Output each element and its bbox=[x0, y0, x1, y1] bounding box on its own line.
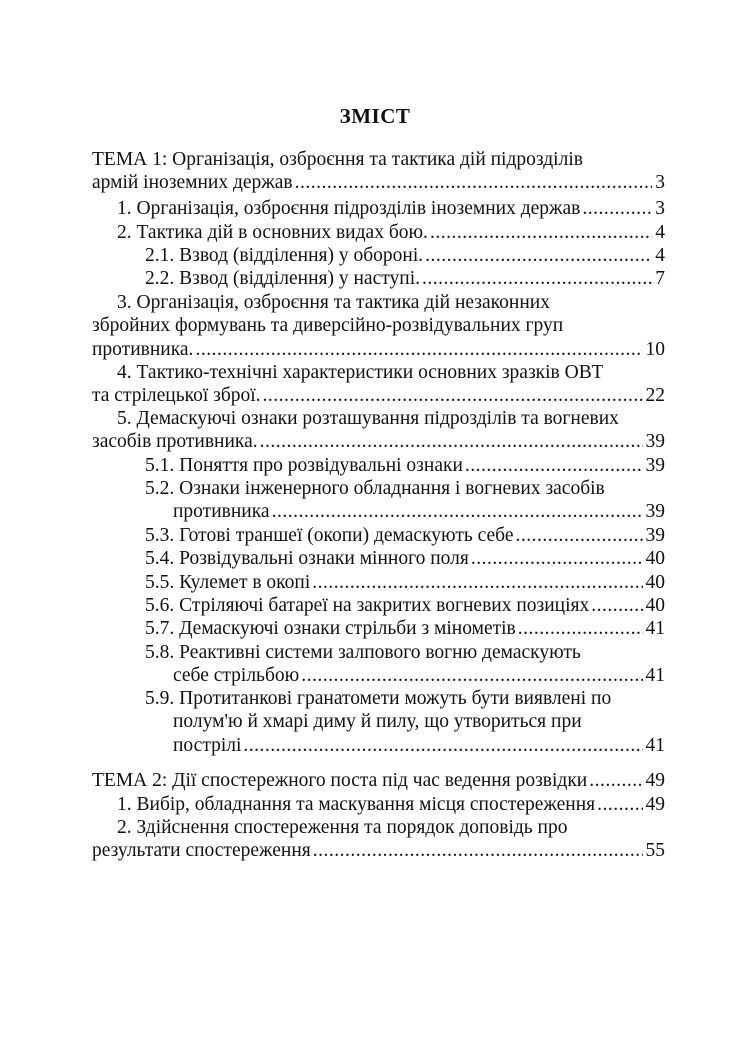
toc-entry-2[interactable] bbox=[117, 221, 665, 244]
toc-page-number: 10 bbox=[645, 338, 665, 360]
toc-entry-text: 5.9. Протитанкові гранатомети можуть бути виявлені по bbox=[145, 688, 612, 709]
toc-entry-topic-2-2[interactable] bbox=[92, 816, 665, 863]
toc-entry-text: результати спостереження bbox=[92, 840, 311, 862]
toc-page-number: 4 bbox=[655, 245, 665, 266]
toc-page-number: 22 bbox=[645, 385, 665, 407]
toc-page-number: 3 bbox=[655, 198, 665, 219]
toc-entry-topic-2-1[interactable] bbox=[117, 793, 665, 816]
toc-page-number: 40 bbox=[645, 595, 665, 616]
toc-entry-5-1[interactable] bbox=[145, 454, 665, 477]
toc-page-number: 41 bbox=[645, 734, 665, 756]
toc-page-number: 40 bbox=[645, 572, 665, 593]
toc-entry-text: збройних формувань та диверсійно-розвідувальних груп bbox=[92, 315, 564, 337]
dot-leader bbox=[513, 524, 642, 547]
dot-leader bbox=[595, 793, 642, 816]
toc-entry-3[interactable] bbox=[92, 291, 665, 361]
toc-page-number: 39 bbox=[645, 455, 665, 476]
toc-page-number: 49 bbox=[645, 770, 665, 791]
toc-page-number: 39 bbox=[645, 525, 665, 546]
toc-entry-5[interactable] bbox=[92, 407, 665, 454]
dot-leader bbox=[261, 384, 643, 407]
toc-entry-5-4[interactable] bbox=[145, 547, 665, 570]
toc-page-number: 40 bbox=[645, 548, 665, 569]
dot-leader bbox=[428, 221, 652, 244]
toc-entry-text: 5.7. Демаскуючі ознаки стрільби з мінометів bbox=[145, 618, 516, 639]
toc-entry-topic-1[interactable] bbox=[92, 148, 665, 195]
toc-entry-text: ТЕМА 2: Дії спостережного поста під час ведення розвідки bbox=[92, 770, 588, 791]
toc-entry-text: 2.1. Взвод (відділення) у обороні. bbox=[145, 245, 424, 266]
dot-leader bbox=[258, 430, 643, 453]
toc-entry-text: 4. Тактико-технічні характеристики основних зразків ОВТ bbox=[117, 362, 604, 383]
toc-entry-5-5[interactable] bbox=[145, 571, 665, 594]
toc-entry-2-1[interactable] bbox=[145, 244, 665, 267]
toc-entry-text: та стрілецької зброї. bbox=[92, 385, 261, 407]
dot-leader bbox=[463, 454, 643, 477]
toc-entry-text: противника bbox=[173, 501, 270, 523]
toc-entry-5-7[interactable] bbox=[145, 617, 665, 640]
dot-leader bbox=[311, 839, 643, 862]
toc-entry-text: армій іноземних держав bbox=[92, 172, 293, 194]
toc-entry-text: полум'ю й хмарі диму й пилу, що утвориться при bbox=[173, 711, 582, 733]
dot-leader bbox=[193, 338, 642, 361]
toc-entry-text: противника. bbox=[92, 338, 194, 360]
toc-page-number: 41 bbox=[645, 665, 665, 687]
toc-entry-text: 2. Здійснення спостереження та порядок доповідь про bbox=[117, 817, 568, 838]
toc-entry-text: 5.4. Розвідувальні ознаки мінного поля bbox=[145, 548, 469, 569]
toc-page-number: 3 bbox=[655, 172, 665, 194]
toc-entry-text: 2. Тактика дій в основних видах бою. bbox=[117, 222, 428, 243]
dot-leader bbox=[420, 267, 652, 290]
toc-entry-text: 5.6. Стріляючі батареї на закритих вогневих позиціях bbox=[145, 595, 590, 616]
toc-entry-5-2[interactable] bbox=[145, 477, 665, 524]
page-title: ЗМІСТ bbox=[339, 104, 411, 128]
toc-entry-text: пострілі bbox=[173, 734, 242, 756]
dot-leader bbox=[310, 571, 642, 594]
toc-entry-text: 5.1. Поняття про розвідувальні ознаки bbox=[145, 455, 463, 476]
toc-entry-text: 5. Демаскуючі ознаки розташування підрозділів та вогневих bbox=[117, 408, 619, 429]
toc-page-number: 39 bbox=[645, 501, 665, 523]
toc-entry-5-9[interactable] bbox=[145, 687, 665, 757]
toc-entry-text: 1. Організація, озброєння підрозділів іноземних держав bbox=[117, 198, 581, 219]
toc-page-number: 4 bbox=[655, 222, 665, 243]
dot-leader bbox=[580, 197, 652, 220]
dot-leader bbox=[589, 594, 642, 617]
toc-entry-1[interactable] bbox=[117, 197, 665, 220]
dot-leader bbox=[587, 769, 642, 792]
toc-entry-text: 2.2. Взвод (відділення) у наступі. bbox=[145, 268, 420, 289]
toc-entry-text: засобів противника. bbox=[92, 431, 258, 453]
toc-entry-text: 5.8. Реактивні системи залпового вогню демаскують bbox=[145, 642, 581, 663]
toc-entry-4[interactable] bbox=[92, 361, 665, 408]
toc-entry-5-8[interactable] bbox=[145, 641, 665, 688]
toc-entry-text: 5.2. Ознаки інженерного обладнання і вогневих засобів bbox=[145, 478, 605, 499]
toc-entry-5-6[interactable] bbox=[145, 594, 665, 617]
dot-leader bbox=[516, 617, 643, 640]
toc-entry-text: 3. Організація, озброєння та тактика дій незаконних bbox=[117, 292, 550, 313]
toc-page-number: 7 bbox=[655, 268, 665, 289]
toc-entry-5-3[interactable] bbox=[145, 524, 665, 547]
dot-leader bbox=[423, 244, 652, 267]
toc-page-number: 41 bbox=[645, 618, 665, 639]
toc-entry-text: 5.3. Готові траншеї (окопи) демаскують себе bbox=[145, 525, 514, 546]
dot-leader bbox=[241, 734, 642, 757]
toc-page-number: 49 bbox=[645, 794, 665, 815]
toc-entry-text: 5.5. Кулемет в окопі bbox=[145, 572, 311, 593]
dot-leader bbox=[270, 500, 643, 523]
toc-entry-text: ТЕМА 1: Організація, озброєння та тактика дій підрозділів bbox=[92, 149, 583, 170]
toc-page-number: 39 bbox=[645, 431, 665, 453]
toc-page-number: 55 bbox=[645, 840, 665, 862]
toc-entry-topic-2[interactable] bbox=[92, 769, 665, 792]
toc-entry-text: 1. Вибір, обладнання та маскування місця спостереження bbox=[117, 794, 596, 815]
toc-entry-2-2[interactable] bbox=[145, 267, 665, 290]
toc-entry-text: себе стрільбою bbox=[173, 665, 300, 687]
dot-leader bbox=[469, 547, 643, 570]
dot-leader bbox=[299, 664, 642, 687]
dot-leader bbox=[293, 171, 653, 194]
